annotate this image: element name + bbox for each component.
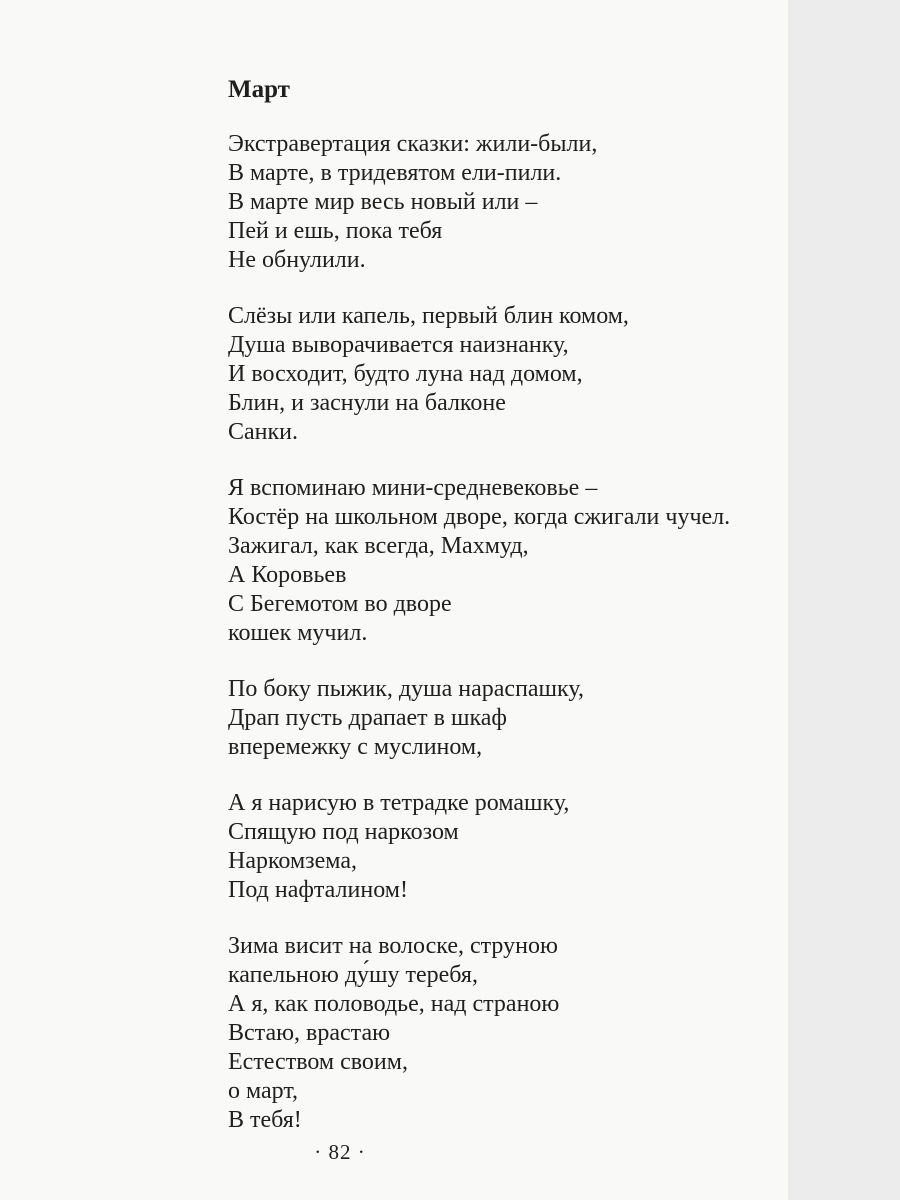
stanza-6: [228, 932, 768, 1135]
page-edge: [788, 0, 900, 1200]
poem-line: Драп пусть драпает в шкаф: [228, 705, 507, 731]
poem-line: А Коровьев: [228, 562, 347, 588]
poem-line: Блин, и заснули на балконе: [228, 390, 506, 416]
poem-line: В марте, в тридевятом ели-пили.: [228, 160, 562, 186]
poem-line: Душа выворачивается наизнанку,: [228, 332, 569, 358]
page-number: · 82 ·: [314, 1140, 366, 1164]
poem-line: Не обнулили.: [228, 247, 366, 273]
poem-line: А я нарисую в тетрадке ромашку,: [228, 790, 570, 816]
poem-line: Пей и ешь, пока тебя: [228, 218, 443, 244]
stanza-3: [228, 474, 768, 648]
poem-line: В тебя!: [228, 1107, 302, 1133]
poem-line: Костёр на школьном дворе, когда сжигали чучел.: [228, 504, 731, 530]
poem-line: Я вспоминаю мини-средневековье –: [228, 475, 598, 501]
poem-line: Слёзы или капель, первый блин комом,: [228, 303, 629, 329]
poem-line: о март,: [228, 1078, 299, 1104]
poem-line: С Бегемотом во дворе: [228, 591, 452, 617]
poem-line: По боку пыжик, душа нараспашку,: [228, 676, 584, 702]
poem-body: [228, 130, 768, 1162]
stanza-1: [228, 130, 768, 275]
poem-line: Естеством своим,: [228, 1049, 408, 1075]
poem-title: Март: [228, 76, 290, 103]
poem-line: кошек мучил.: [228, 620, 368, 646]
poem-line: вперемежку с муслином,: [228, 734, 483, 760]
poem-line: Встаю, врастаю: [228, 1020, 391, 1046]
poem-line: Наркомзема,: [228, 848, 357, 874]
stanza-2: [228, 302, 768, 447]
poem-line: Спящую под наркозом: [228, 819, 459, 845]
poem-line: капельною ду́шу теребя,: [228, 962, 478, 988]
poem-line: И восходит, будто луна над домом,: [228, 361, 583, 387]
poem-line: В марте мир весь новый или –: [228, 189, 538, 215]
poem-line: А я, как половодье, над страною: [228, 991, 560, 1017]
stanza-5: [228, 789, 768, 905]
poem-line: Зима висит на волоске, струною: [228, 933, 558, 959]
poem-line: Под нафталином!: [228, 877, 408, 903]
poem-line: Санки.: [228, 419, 299, 445]
stanza-4: [228, 675, 768, 762]
poem-line: Зажигал, как всегда, Махмуд,: [228, 533, 529, 559]
poem-line: Экстравертация сказки: жили-были,: [228, 131, 598, 157]
